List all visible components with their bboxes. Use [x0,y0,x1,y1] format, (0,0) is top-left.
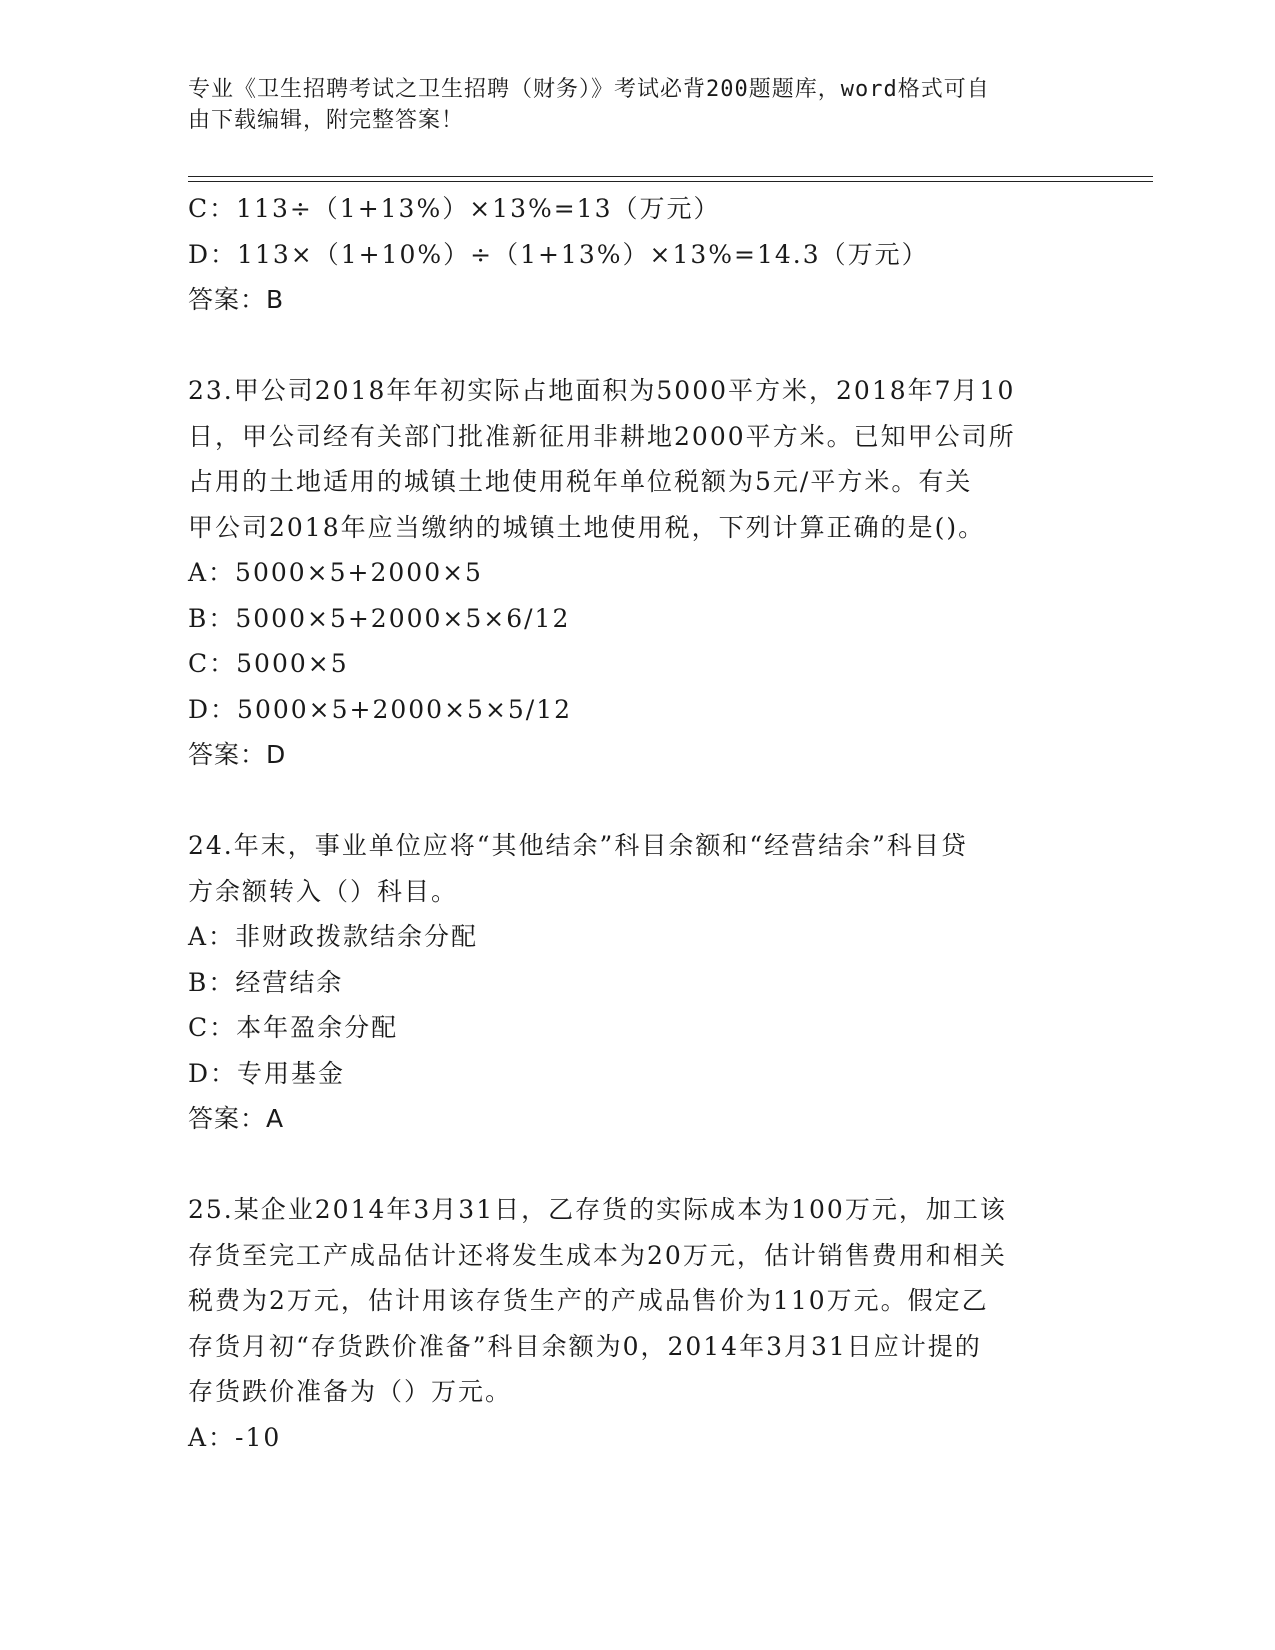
option-a: A：5000×5+2000×5 [188,558,483,587]
spacer [188,778,1088,824]
question-stem-line: 存货月初“存货跌价准备”科目余额为0，2014年3月31日应计提的 [188,1331,982,1361]
option-c: C：本年盈余分配 [188,1013,399,1042]
question-22-tail [188,186,1088,323]
document-header [188,74,1088,136]
answer-line: 答案：D [188,740,287,769]
option-a: A：非财政拨款结余分配 [188,922,479,951]
question-stem-line: 存货跌价准备为（）万元。 [188,1377,513,1406]
question-stem-line: 甲公司2018年应当缴纳的城镇土地使用税，下列计算正确的是()。 [188,512,986,542]
spacer [188,323,1088,369]
header-divider-top [188,176,1153,177]
question-stem-line: 方余额转入（）科目。 [188,876,459,906]
option-d: D：113×（1+10%）÷（1+13%）×13%=14.3（万元） [188,239,929,269]
option-b: B：5000×5+2000×5×6/12 [188,603,571,633]
option-c: C：113÷（1+13%）×13%=13（万元） [188,194,721,223]
option-a: A：-10 [188,1422,282,1452]
answer-line: 答案：A [188,1104,285,1133]
answer-line: 答案：B [188,285,285,314]
question-stem-line: 日，甲公司经有关部门批准新征用非耕地2000平方米。已知甲公司所 [188,421,1016,451]
question-25 [188,1187,1088,1460]
document-body [188,186,1088,1460]
question-stem-line: 税费为2万元，估计用该存货生产的产成品售价为110万元。假定乙 [188,1286,989,1315]
question-24 [188,823,1088,1142]
question-stem-line: 24.年末，事业单位应将“其他结余”科目余额和“经营结余”科目贷 [188,831,968,860]
header-line-2: 由下载编辑，附完整答案！ [188,108,465,133]
option-c: C：5000×5 [188,649,349,678]
question-stem-line: 占用的土地适用的城镇土地使用税年单位税额为5元/平方米。有关 [188,467,973,496]
question-23 [188,368,1088,778]
header-divider-bottom [188,181,1153,182]
question-stem-line: 存货至完工产成品估计还将发生成本为20万元，估计销售费用和相关 [188,1240,1007,1270]
spacer [188,1142,1088,1188]
header-line-1: 专业《卫生招聘考试之卫生招聘（财务）》考试必背200题题库，word格式可自 [188,77,990,102]
question-stem-line: 25.某企业2014年3月31日，乙存货的实际成本为100万元，加工该 [188,1195,1007,1224]
option-d: D：专用基金 [188,1058,346,1088]
option-b: B：经营结余 [188,967,344,997]
question-stem-line: 23.甲公司2018年年初实际占地面积为5000平方米，2018年7月10 [188,376,1016,405]
option-d: D：5000×5+2000×5×5/12 [188,694,573,724]
